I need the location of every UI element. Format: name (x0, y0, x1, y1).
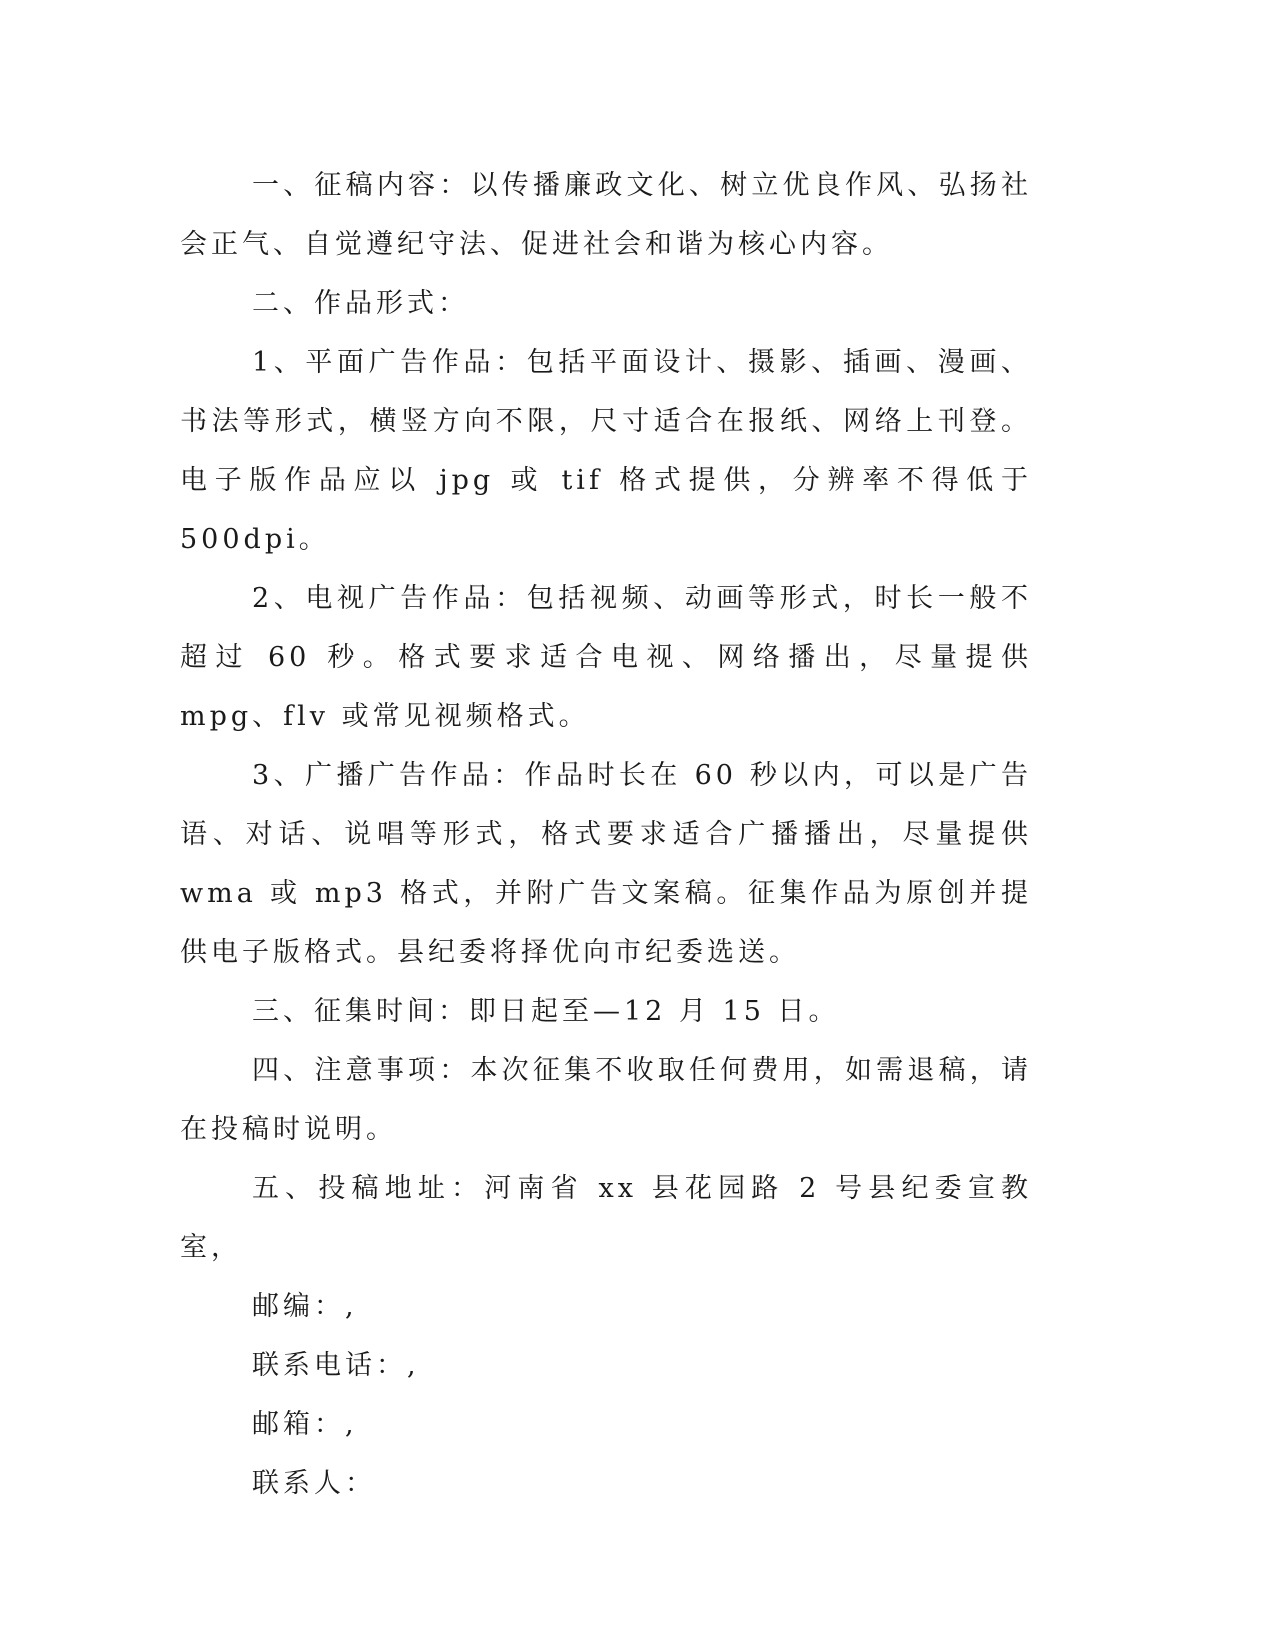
paragraph-tv-ads: 2、电视广告作品：包括视频、动画等形式，时长一般不超过 60 秒。格式要求适合电视、网络播出，尽量提供 mpg、flv 或常见视频格式。 (180, 583, 1032, 732)
document-body (180, 156, 1032, 1513)
contact-postcode: 邮编：, (252, 1291, 358, 1322)
paragraph-notes: 四、注意事项：本次征集不收取任何费用，如需退稿，请在投稿时说明。 (180, 1055, 1032, 1145)
paragraph-work-forms-heading: 二、作品形式： (252, 288, 469, 319)
contact-phone: 联系电话：, (252, 1350, 420, 1381)
paragraph-collection-time: 三、征集时间：即日起至—12 月 15 日。 (252, 996, 840, 1027)
paragraph-print-ads: 1、平面广告作品：包括平面设计、摄影、插画、漫画、书法等形式，横竖方向不限，尺寸适合在报纸、网络上刊登。电子版作品应以 jpg 或 tif 格式提供，分辨率不得低于 500dpi。 (180, 347, 1032, 555)
contact-email: 邮箱：, (252, 1409, 358, 1440)
paragraph-content-scope: 一、征稿内容：以传播廉政文化、树立优良作风、弘扬社会正气、自觉遵纪守法、促进社会和谐为核心内容。 (180, 170, 1032, 260)
paragraph-radio-ads: 3、广播广告作品：作品时长在 60 秒以内，可以是广告语、对话、说唱等形式，格式要求适合广播播出，尽量提供 wma 或 mp3 格式，并附广告文案稿。征集作品为原创并提供电子版格式。县纪委将择优向市纪委选送。 (180, 760, 1032, 968)
paragraph-submission-address: 五、投稿地址：河南省 xx 县花园路 2 号县纪委宣教室， (180, 1173, 1032, 1263)
contact-person: 联系人： (252, 1468, 376, 1499)
